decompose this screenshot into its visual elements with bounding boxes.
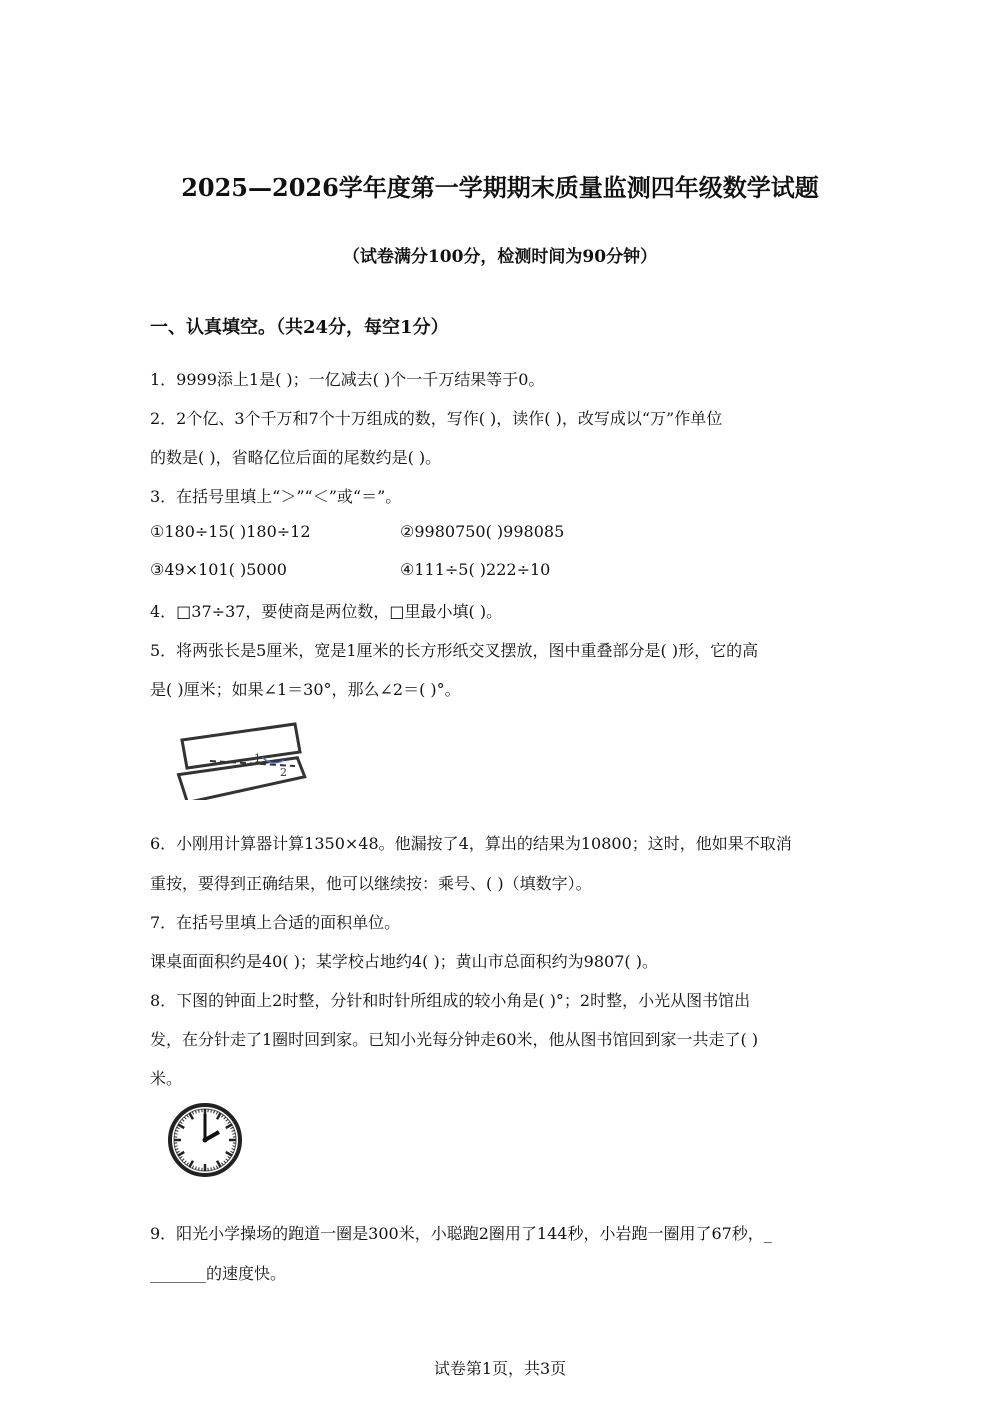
angle-1-label: 1	[254, 752, 261, 765]
clock-face-figure	[167, 1102, 243, 1178]
question-3: 3．在括号里填上“＞”“＜”或“＝”。	[150, 487, 402, 506]
question-8-line-2: 发，在分针走了1圈时回到家。已知小光每分钟走60米，他从图书馆回到家一共走了( )	[150, 1030, 759, 1049]
question-2-line-1: 2．2个亿、3个千万和7个十万组成的数，写作( )，读作( )，改写成以“万”作单位	[150, 409, 723, 428]
question-3-b: ②9980750( )998085	[400, 522, 565, 541]
clock-tick	[175, 1146, 178, 1147]
angle-2-label: 2	[280, 766, 287, 779]
question-9-line-1: 9．阳光小学操场的跑道一圈是300米，小聪跑2圈用了144秒，小岩跑一圈用了67秒，_	[150, 1224, 772, 1243]
question-5-line-2: 是( )厘米；如果∠1＝30°，那么∠2＝( )°。	[150, 680, 461, 699]
question-7: 7．在括号里填上合适的面积单位。	[150, 913, 401, 932]
exam-title: 2025—2026学年度第一学期期末质量监测四年级数学试题	[181, 173, 819, 202]
question-2-line-2: 的数是( )，省略亿位后面的尾数约是( )。	[150, 448, 442, 467]
clock-tick	[199, 1167, 200, 1170]
question-6-line-1: 6．小刚用计算器计算1350×48。他漏按了4，算出的结果为10800；这时，他如果不取消	[150, 834, 792, 853]
clock-tick	[232, 1134, 235, 1135]
question-1: 1．9999添上1是( )；一亿减去( )个一千万结果等于0。	[150, 370, 545, 389]
page-footer: 试卷第1页，共3页	[433, 1359, 567, 1378]
question-9-line-2: _______的速度快。	[150, 1264, 287, 1283]
clock-tick	[199, 1110, 200, 1113]
question-7-sub: 课桌面面积约是40( )；某学校占地约4( )；黄山市总面积约为9807( )。	[150, 952, 658, 971]
question-3-a: ①180÷15( )180÷12	[150, 522, 311, 541]
question-4: 4．□37÷37，要使商是两位数，□里最小填( )。	[150, 602, 503, 621]
section-heading: 一、认真填空。（共24分，每空1分）	[150, 317, 449, 338]
question-8-line-1: 8．下图的钟面上2时整，分针和时针所组成的较小角是( )°；2时整，小光从图书馆出	[150, 991, 751, 1010]
exam-subtitle: （试卷满分100分，检测时间为90分钟）	[342, 247, 658, 267]
question-5-line-1: 5．将两张长是5厘米，宽是1厘米的长方形纸交叉摆放，图中重叠部分是( )形，它的高	[150, 641, 759, 660]
clock-tick	[211, 1110, 212, 1113]
question-6-line-2: 重按，要得到正确结果，他可以继续按：乘号、( )（填数字）。	[150, 874, 592, 893]
clock-tick	[175, 1134, 178, 1135]
question-3-d: ④111÷5( )222÷10	[400, 560, 551, 579]
clock-tick	[211, 1167, 212, 1170]
question-8-line-3: 米。	[150, 1069, 183, 1088]
crossed-paper-strips-figure	[170, 722, 315, 800]
question-3-c: ③49×101( )5000	[150, 560, 287, 579]
clock-tick	[232, 1146, 235, 1147]
